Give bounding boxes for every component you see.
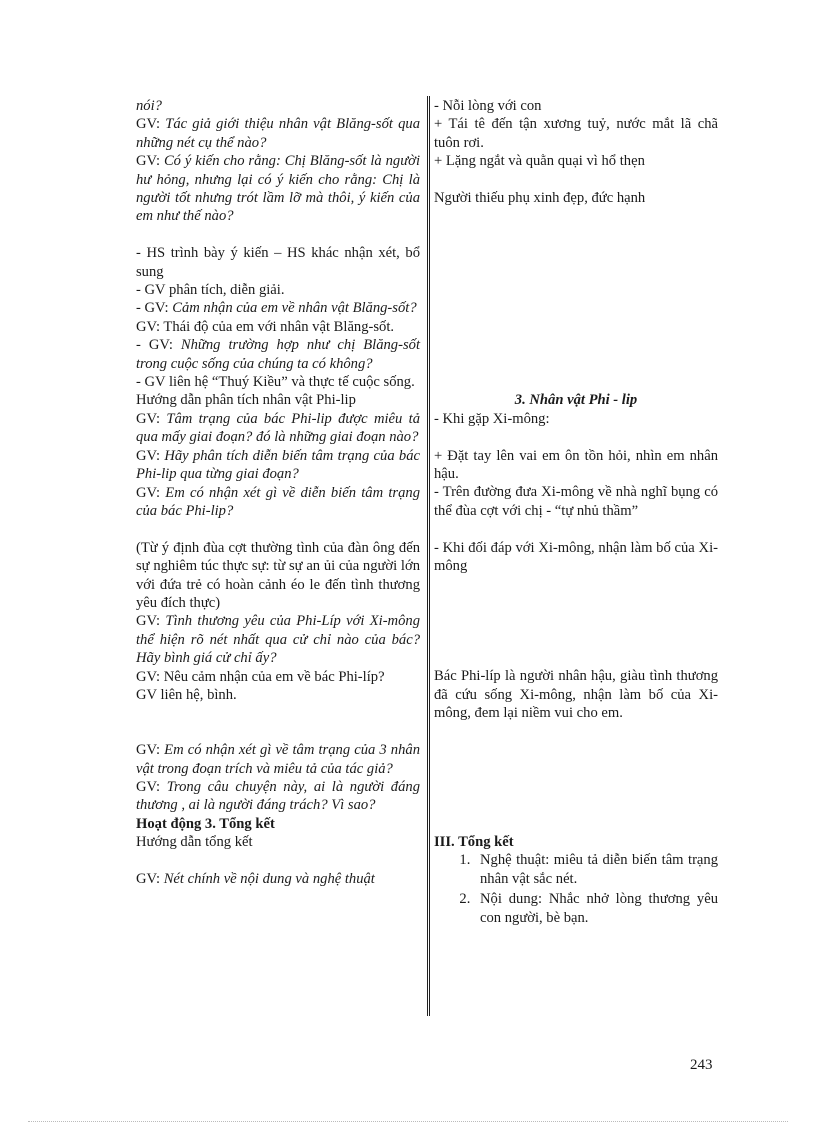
- section-guide: Hướng dẫn phân tích nhân vật Phi-lip: [136, 392, 356, 409]
- text-line: + Tái tê đến tận xương tuỷ, nước mắt lã chã tuôn rơi.: [434, 116, 718, 151]
- question: GV: Tác giả giới thiệu nhân vật Blăng-sốt qua những nét cụ thể nào?: [136, 116, 420, 151]
- question: GV: Tâm trạng của bác Phi-lip được miêu tả qua mấy giai đoạn? đó là những giai đoạn nào?: [136, 410, 420, 446]
- text-line: Hướng dẫn tổng kết: [136, 834, 253, 851]
- teacher-activity-column: [136, 97, 420, 888]
- text-line: - Khi đối đáp với Xi-mông, nhận làm bố của Xi-mông: [434, 539, 718, 574]
- text-line: GV liên hệ, bình.: [136, 686, 237, 703]
- text-line: - GV phân tích, diễn giải.: [136, 282, 285, 299]
- text-line: GV: Nêu cảm nhận của em về bác Phi-líp?: [136, 668, 385, 685]
- question: GV: Trong câu chuyện này, ai là người đáng thương , ai là người đáng trách? Vì sao?: [136, 778, 420, 814]
- page-number: 243: [690, 1057, 713, 1073]
- question: GV: Em có nhận xét gì về tâm trạng của 3 nhân vật trong đoạn trích và miêu tả của tác giả?: [136, 742, 420, 777]
- column-divider-right: [429, 96, 430, 1016]
- summary-list: [434, 851, 718, 927]
- explanation: (Từ ý định đùa cợt thường tình của đàn ông đến sự nghiêm túc thực sự: từ sự an ủi của người lớn với đứa trẻ có hoàn cảnh éo le đến tình thương yêu đích thực): [136, 539, 420, 611]
- list-item: 2. Nội dung: Nhắc nhở lòng thương yêu con người, bè bạn.: [474, 890, 718, 927]
- text-line: GV: Thái độ của em với nhân vật Blăng-sốt.: [136, 318, 395, 335]
- text-line: - HS trình bày ý kiến – HS khác nhận xét, bổ sung: [136, 245, 420, 280]
- text-line: - Nỗi lòng với con: [434, 98, 542, 114]
- content-column: [434, 97, 718, 929]
- conclusion-philip: Bác Phi-líp là người nhân hậu, giàu tình thương đã cứu sống Xi-mông, nhận làm bố của Xi-mông, đem lại niềm vui cho em.: [434, 668, 718, 722]
- question: GV: Nét chính về nội dung và nghệ thuật: [136, 870, 375, 887]
- activity-heading: Hoạt động 3. Tổng kết: [136, 815, 275, 832]
- question: GV: Tình thương yêu của Phi-Líp với Xi-mông thể hiện rõ nét nhất qua cử chỉ nào của bác? Hãy bình giá cử chỉ ấy?: [136, 613, 420, 667]
- text-line: + Đặt tay lên vai em ôn tồn hỏi, nhìn em nhân hậu.: [434, 447, 718, 482]
- text-line: nói?: [136, 98, 162, 114]
- list-item: 1. Nghệ thuật: miêu tả diễn biến tâm trạng nhân vật sắc nét.: [474, 851, 718, 888]
- text-line: Người thiếu phụ xinh đẹp, đức hạnh: [434, 190, 646, 207]
- text-line: - Khi gặp Xi-mông:: [434, 410, 550, 427]
- footer-border: [28, 1121, 788, 1122]
- text-line: - Trên đường đưa Xi-mông về nhà nghĩ bụng có thể đùa cợt với chị - “tự nhủ thầm”: [434, 484, 718, 519]
- section-heading-philip: 3. Nhân vật Phi - lip: [514, 392, 638, 409]
- question: GV: Em có nhận xét gì về diễn biến tâm trạng của bác Phi-lip?: [136, 484, 420, 519]
- question: - GV: Những trường hợp như chị Blăng-sốt trong cuộc sống của chúng ta có không?: [136, 337, 420, 372]
- column-divider-left: [427, 96, 428, 1016]
- question: - GV: Cảm nhận của em về nhân vật Blăng-sốt?: [136, 300, 417, 317]
- text-line: - GV liên hệ “Thuý Kiều” và thực tế cuộc sống.: [136, 374, 415, 391]
- question: GV: Hãy phân tích diễn biến tâm trạng của bác Phi-lip qua từng giai đoạn?: [136, 447, 420, 483]
- question: GV: Có ý kiến cho rằng: Chị Blăng-sốt là người hư hỏng, nhưng lại có ý kiến cho rằng: Chị là người tốt nhưng trót lầm lỡ mà thôi, ý kiến của em như thế nào?: [136, 153, 420, 225]
- summary-heading: III. Tổng kết: [434, 833, 514, 850]
- text-line: + Lặng ngắt và quằn quại vì hổ thẹn: [434, 153, 645, 170]
